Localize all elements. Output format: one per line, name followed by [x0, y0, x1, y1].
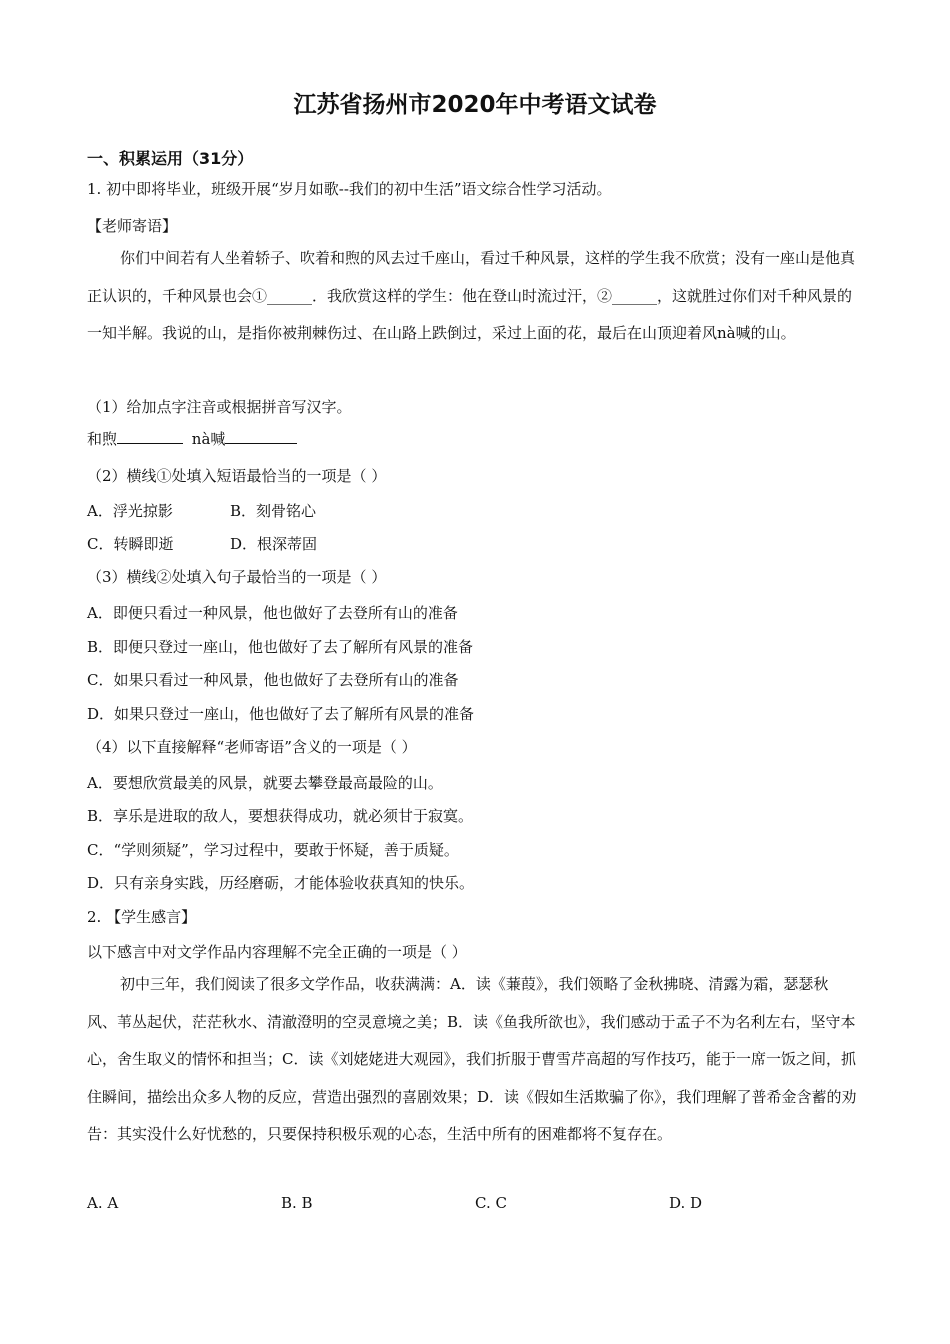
- sub2-option-d[interactable]: D．根深蒂固: [230, 535, 318, 553]
- sub2-option-b[interactable]: B．刻骨铭心: [230, 502, 317, 520]
- q1-passage-text: 你们中间若有人坐着轿子、吹着和煦的风去过千座山，看过千种风景，这样的学生我不欣赏；没有一座山是他真正认识的，千种风景也会①______．我欣赏这样的学生：他在登山时流过汗，②______，这就胜过你们对千种风景的一知半解。我说的山，是指你被荆棘伤过、在山路上跌倒过，采过上面的花，最后在山顶迎着风nà喊的山。: [87, 249, 856, 342]
- q2-option-d[interactable]: D. D: [669, 1194, 703, 1212]
- q1-sub3: （3）横线②处填入句子最恰当的一项是（ ）: [87, 568, 387, 586]
- q2-option-b[interactable]: B. B: [281, 1194, 313, 1212]
- sub3-option-c[interactable]: C．如果只看过一种风景，他也做好了去登所有山的准备: [87, 671, 459, 689]
- q2-option-c[interactable]: C. C: [475, 1194, 507, 1212]
- q1-sub4: （4）以下直接解释“老师寄语”含义的一项是（ ）: [87, 738, 417, 756]
- sub3-option-a[interactable]: A．即便只看过一种风景，他也做好了去登所有山的准备: [87, 604, 458, 622]
- word-nahan: nà喊: [191, 430, 226, 448]
- sub4-option-c[interactable]: C．“学则须疑”，学习过程中，要敢于怀疑，善于质疑。: [87, 841, 459, 859]
- sub2-option-c[interactable]: C．转瞬即逝: [87, 535, 174, 553]
- sub3-option-d[interactable]: D．如果只登过一座山，他也做好了去了解所有风景的准备: [87, 705, 475, 723]
- word-hexu: 和煦: [87, 430, 118, 448]
- q1-intro: 1. 初中即将毕业，班级开展“岁月如歌--我们的初中生活”语文综合性学习活动。: [87, 180, 612, 198]
- answer-blank-1[interactable]: [117, 428, 183, 444]
- q1-heading: 【老师寄语】: [87, 217, 178, 235]
- q2-stem: 以下感言中对文学作品内容理解不完全正确的一项是（ ）: [87, 943, 467, 961]
- q2-passage-text: 初中三年，我们阅读了很多文学作品，收获满满：A．读《蒹葭》，我们领略了金秋拂晓、清露为霜，瑟瑟秋风、苇丛起伏，茫茫秋水、清澈澄明的空灵意境之美；B．读《鱼我所欲也》，我们感动于孟子不为名利左右，坚守本心，舍生取义的情怀和担当；C．读《刘姥姥进大观园》，我们折服于曹雪芹高超的写作技巧，能于一席一饭之间，抓住瞬间，描绘出众多人物的反应，营造出强烈的喜剧效果；D．读《假如生活欺骗了你》，我们理解了普希金含蓄的劝告：其实没什么好忧愁的，只要保持积极乐观的心态，生活中所有的困难都将不复存在。: [87, 975, 857, 1143]
- sub4-option-a[interactable]: A．要想欣赏最美的风景，就要去攀登最高最险的山。: [87, 774, 443, 792]
- q1-passage: [87, 240, 857, 353]
- sub4-option-b[interactable]: B．享乐是进取的敌人，要想获得成功，就必须甘于寂寞。: [87, 807, 474, 825]
- q2-option-a[interactable]: A. A: [87, 1194, 119, 1212]
- answer-blank-2[interactable]: [225, 428, 297, 444]
- sub4-option-d[interactable]: D．只有亲身实践，历经磨砺，才能体验收获真知的快乐。: [87, 874, 475, 892]
- sub2-option-a[interactable]: A．浮光掠影: [87, 502, 173, 520]
- q2-heading: 2. 【学生感言】: [87, 908, 197, 926]
- section-heading: 一、积累运用（31分）: [87, 149, 254, 168]
- page-title: 江苏省扬州市2020年中考语文试卷: [293, 92, 657, 118]
- q1-sub1: （1）给加点字注音或根据拼音写汉字。: [87, 398, 352, 416]
- sub3-option-b[interactable]: B．即便只登过一座山，他也做好了去了解所有风景的准备: [87, 638, 474, 656]
- q2-passage: [87, 966, 857, 1154]
- q1-sub2: （2）横线①处填入短语最恰当的一项是（ ）: [87, 467, 387, 485]
- q1-sub1-blanks: [87, 428, 297, 449]
